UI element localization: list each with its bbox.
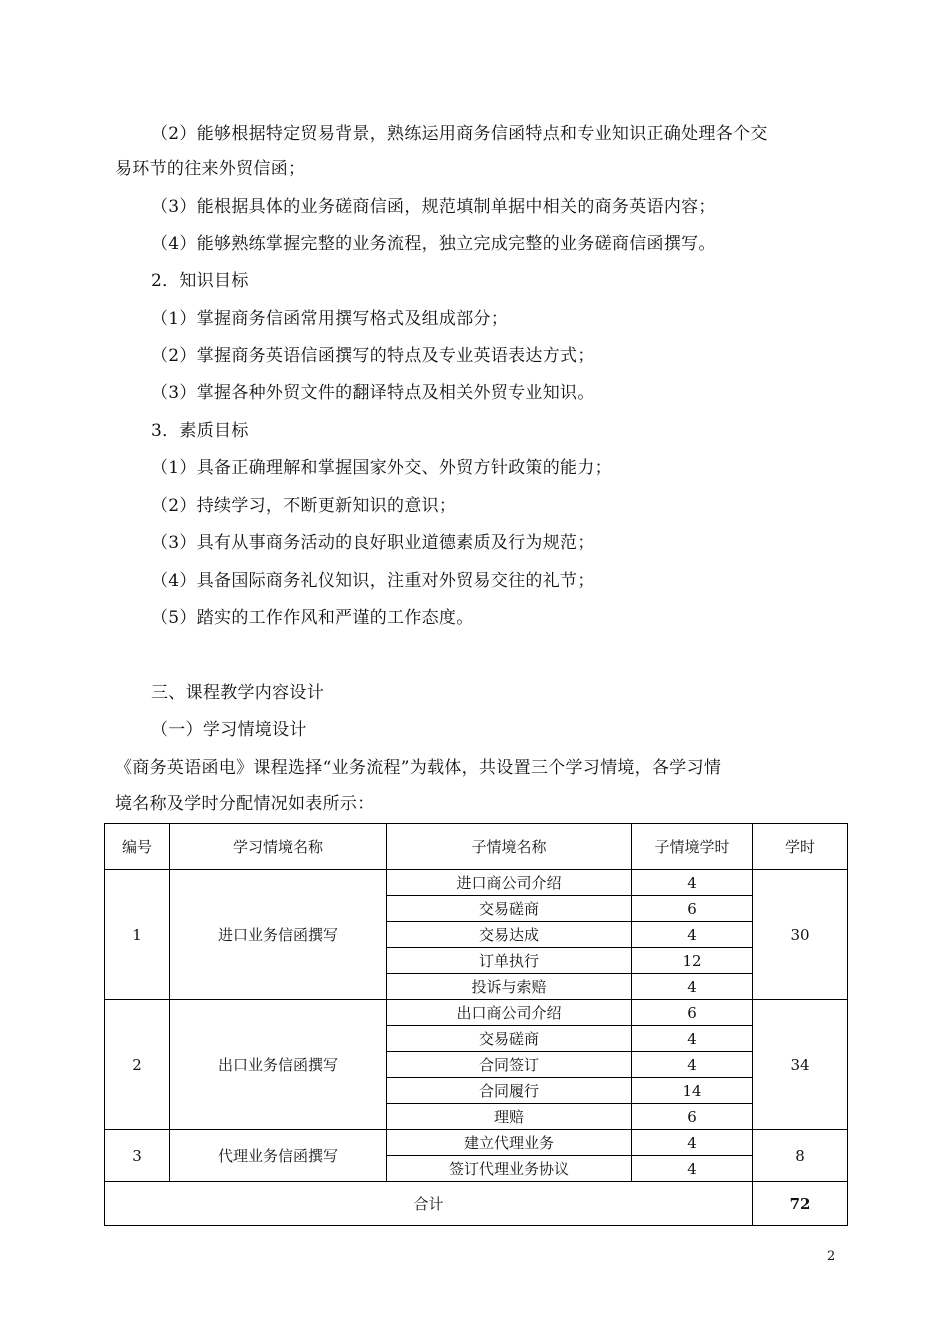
subcontext-name: 订单执行 bbox=[387, 948, 632, 974]
subcontext-name: 合同签订 bbox=[387, 1052, 632, 1078]
total-hours: 72 bbox=[753, 1182, 848, 1226]
subcontext-name: 理赔 bbox=[387, 1104, 632, 1130]
paragraph-quality-2: （2）持续学习，不断更新知识的意识； bbox=[151, 496, 457, 516]
subcontext-name: 建立代理业务 bbox=[387, 1130, 632, 1156]
subcontext-hours: 6 bbox=[632, 1104, 753, 1130]
subcontext-name: 投诉与索赔 bbox=[387, 974, 632, 1000]
subcontext-hours: 4 bbox=[632, 1156, 753, 1182]
paragraph-quality-3: （3）具有从事商务活动的良好职业道德素质及行为规范； bbox=[151, 533, 595, 553]
paragraph-quality-1: （1）具备正确理解和掌握国家外交、外贸方针政策的能力； bbox=[151, 458, 612, 478]
heading-quality-goals: 3．素质目标 bbox=[151, 421, 249, 441]
group-name: 进口业务信函撰写 bbox=[170, 870, 387, 1000]
subcontext-hours: 4 bbox=[632, 974, 753, 1000]
group-hours: 8 bbox=[753, 1130, 848, 1182]
paragraph-quality-5: （5）踏实的工作作风和严谨的工作态度。 bbox=[151, 608, 474, 628]
header-hours: 学时 bbox=[753, 824, 848, 870]
total-label: 合计 bbox=[105, 1182, 753, 1226]
group-hours: 30 bbox=[753, 870, 848, 1000]
paragraph-ability-2-cont: 易环节的往来外贸信函； bbox=[115, 159, 306, 179]
subcontext-name: 进口商公司介绍 bbox=[387, 870, 632, 896]
header-subcontext-hours: 子情境学时 bbox=[632, 824, 753, 870]
header-subcontext-name: 子情境名称 bbox=[387, 824, 632, 870]
table-row bbox=[105, 1000, 848, 1026]
subcontext-name: 交易达成 bbox=[387, 922, 632, 948]
heading-knowledge-goals: 2．知识目标 bbox=[151, 271, 249, 291]
subcontext-hours: 12 bbox=[632, 948, 753, 974]
subcontext-hours: 14 bbox=[632, 1078, 753, 1104]
table-row bbox=[105, 1130, 848, 1156]
subcontext-name: 签订代理业务协议 bbox=[387, 1156, 632, 1182]
course-context-table bbox=[104, 823, 848, 1226]
paragraph-ability-3: （3）能根据具体的业务磋商信函，规范填制单据中相关的商务英语内容； bbox=[151, 197, 716, 217]
subcontext-hours: 4 bbox=[632, 922, 753, 948]
group-number: 1 bbox=[105, 870, 170, 1000]
subcontext-name: 合同履行 bbox=[387, 1078, 632, 1104]
table-total-row bbox=[105, 1182, 848, 1226]
header-number: 编号 bbox=[105, 824, 170, 870]
subcontext-hours: 6 bbox=[632, 1000, 753, 1026]
paragraph-intro: 《商务英语函电》课程选择“业务流程”为载体，共设置三个学习情境，各学习情 bbox=[115, 758, 722, 778]
subcontext-hours: 4 bbox=[632, 1026, 753, 1052]
header-context-name: 学习情境名称 bbox=[170, 824, 387, 870]
group-hours: 34 bbox=[753, 1000, 848, 1130]
paragraph-intro-cont: 境名称及学时分配情况如表所示： bbox=[115, 794, 375, 814]
heading-subsection-1: （一）学习情境设计 bbox=[151, 720, 307, 740]
group-name: 出口业务信函撰写 bbox=[170, 1000, 387, 1130]
subcontext-name: 出口商公司介绍 bbox=[387, 1000, 632, 1026]
page-number: 2 bbox=[827, 1249, 836, 1264]
paragraph-knowledge-3: （3）掌握各种外贸文件的翻译特点及相关外贸专业知识。 bbox=[151, 383, 595, 403]
subcontext-name: 交易磋商 bbox=[387, 896, 632, 922]
paragraph-knowledge-1: （1）掌握商务信函常用撰写格式及组成部分； bbox=[151, 309, 509, 329]
group-number: 2 bbox=[105, 1000, 170, 1130]
paragraph-knowledge-2: （2）掌握商务英语信函撰写的特点及专业英语表达方式； bbox=[151, 346, 595, 366]
paragraph-ability-2: （2）能够根据特定贸易背景，熟练运用商务信函特点和专业知识正确处理各个交 bbox=[151, 124, 768, 144]
subcontext-hours: 6 bbox=[632, 896, 753, 922]
table-row bbox=[105, 870, 848, 896]
group-name: 代理业务信函撰写 bbox=[170, 1130, 387, 1182]
subcontext-hours: 4 bbox=[632, 1130, 753, 1156]
subcontext-hours: 4 bbox=[632, 870, 753, 896]
subcontext-hours: 4 bbox=[632, 1052, 753, 1078]
table-header-row bbox=[105, 824, 848, 870]
paragraph-quality-4: （4）具备国际商务礼仪知识，注重对外贸易交往的礼节； bbox=[151, 571, 595, 591]
subcontext-name: 交易磋商 bbox=[387, 1026, 632, 1052]
group-number: 3 bbox=[105, 1130, 170, 1182]
paragraph-ability-4: （4）能够熟练掌握完整的业务流程，独立完成完整的业务磋商信函撰写。 bbox=[151, 234, 716, 254]
heading-section-3: 三、课程教学内容设计 bbox=[151, 683, 324, 703]
